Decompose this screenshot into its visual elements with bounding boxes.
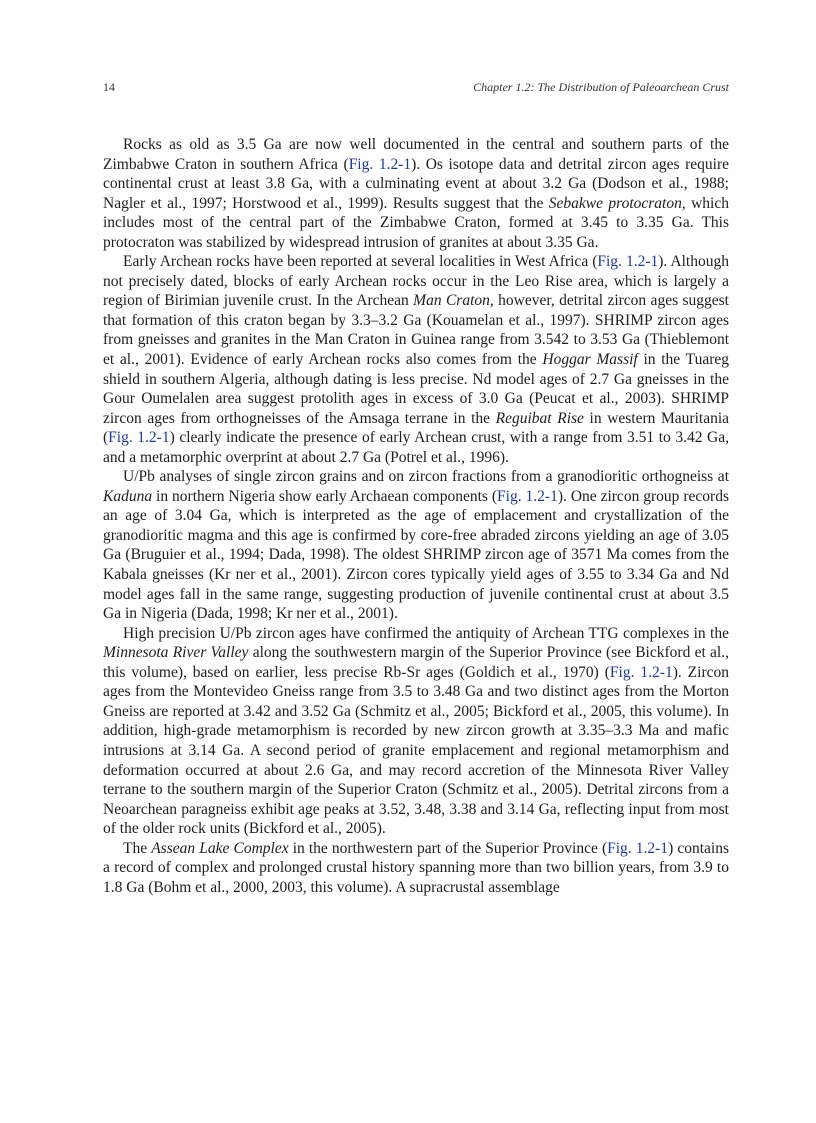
figure-link[interactable]: Fig. 1.2-1 xyxy=(597,253,659,271)
text-segment: U/Pb analyses of single zircon grains and on zircon fractions from a granodioritic orthogneiss at xyxy=(123,468,729,486)
italic-term: Reguibat Rise xyxy=(495,409,584,427)
paragraph-nigeria xyxy=(103,467,729,623)
text-segment: in northern Nigeria show early Archaean components ( xyxy=(152,487,498,505)
italic-term: Assean Lake Complex xyxy=(151,839,289,857)
text-segment: The xyxy=(123,839,152,857)
text-segment: in western Mauritania ( xyxy=(103,409,730,447)
page-number: 14 xyxy=(103,80,115,94)
figure-link[interactable]: Fig. 1.2-1 xyxy=(607,839,669,857)
paragraph-zimbabwe xyxy=(103,135,729,252)
text-segment: Early Archean rocks have been reported at several localities in West Africa ( xyxy=(123,253,598,271)
text-segment: in the northwestern part of the Superior Province ( xyxy=(288,839,608,857)
figure-link[interactable]: Fig. 1.2-1 xyxy=(348,155,412,173)
italic-term: Sebakwe protocraton xyxy=(548,194,682,212)
running-head: Chapter 1.2: The Distribution of Paleoarchean Crust xyxy=(473,80,729,94)
text-segment: ). Zircon ages from the Montevideo Gneiss range from 3.5 to 3.48 Ga and two distinct ages from the Morton Gneiss are reported at 3.42 and 3.52 Ga (Schmitz et al., 2005; Bickford et al., 2005, this volume). In addition, high-grade metamorphism is recorded by new zircon growth at 3.35–3.3 Ma and mafic intrusions at 3.14 Ga. A second period of granite emplacement and regional metamorphism and deformation occurred at about 2.6 Ga, and may record accretion of the Minnesota River Valley terrane to the southern margin of the Superior Craton (Schmitz et al., 2005). Detrital zircons from a Neoarchean paragneiss exhibit age peaks at 3.52, 3.48, 3.38 and 3.14 Ga, reflecting input from most of the older rock units (Bickford et al., 2005). xyxy=(103,663,729,838)
italic-term: Minnesota River Valley xyxy=(103,644,249,662)
italic-term: Kaduna xyxy=(103,487,153,505)
figure-link[interactable]: Fig. 1.2-​1 xyxy=(108,429,170,447)
figure-link[interactable]: Fig. 1.2-1 xyxy=(497,487,558,505)
italic-term: Man Craton xyxy=(413,292,490,310)
italic-term: Hoggar Massif xyxy=(542,351,638,369)
text-segment: High precision U/Pb zircon ages have confirmed the antiquity of Archean TTG complexes in the xyxy=(123,624,729,642)
text-segment: , however, detrital zircon ages suggest that formation of this craton began by 3.3–3.2 Ga (Kouamelan et al., 1997). SHRIMP zircon ages from gneisses and granites in the Man Craton in Guinea range from 3.542 to 3.53 Ga (Thieblemont et al., 2001). Evidence of early Archean rocks also comes from the xyxy=(103,292,729,369)
text-segment: ). Although not precisely dated, blocks of early Archean rocks occur in the Leo Rise area, which is largely a region of Birimian juvenile crust. In the Archean xyxy=(103,253,729,310)
text-segment: , which includes most of the central part of the Zimbabwe Craton, formed at 3.45 to 3.35 Ga. This protocraton was stabilized by widespread intrusion of granites at about 3.35 Ga. xyxy=(103,194,729,251)
paragraph-assean-lake xyxy=(103,839,729,898)
text-segment: ). One zircon group records an age of 3.04 Ga, which is interpreted as the age of emplacement and crystallization of the granodioritic magma and this age is confirmed by core-free abraded zircons yielding an age of 3.05 Ga (Bruguier et al., 1994; Dada, 1998). The oldest SHRIMP zircon age of 3571 Ma comes from the Kabala gneisses (Kr ner et al., 2001). Zircon cores typically yield ages of 3.55 to 3.34 Ga and Nd model ages fall in the same range, suggesting production of juvenile continental crust at about 3.5 Ga in Nigeria (Dada, 1998; Kr ner et al., 2001). xyxy=(103,487,729,623)
text-segment: ) clearly indicate the presence of early Archean crust, with a range from 3.51 to 3.42 Ga, and a metamorphic overprint at about 2.7 Ga (Potrel et al., 1996). xyxy=(103,429,730,466)
text-segment: along the southwestern margin of the Superior Province (see Bickford et al., this volume), based on earlier, less precise Rb-Sr ages (Goldich et al., 1970) ( xyxy=(103,644,729,681)
figure-link[interactable]: Fig. 1.2-1 xyxy=(609,663,673,681)
paragraph-west-africa xyxy=(103,252,729,467)
text-segment: Rocks as old as 3.5 Ga are now well documented in the central and southern parts of the Zimbabwe Craton in southern Africa ( xyxy=(103,136,729,173)
text-segment: in the Tuareg shield in southern Algeria, although dating is less precise. Nd model ages of 2.7 Ga gneisses in the Gour Oumelalen area suggest protolith ages in excess of 3.0 Ga (Peucat et al., 2003). SHRIMP zircon ages from orthogneisses of the Amsaga terrane in the xyxy=(103,351,729,427)
body-text xyxy=(103,135,729,897)
paragraph-minnesota xyxy=(103,624,729,839)
text-segment: ). Os isotope data and detrital zircon ages require continental crust at least 3.8 Ga, with a culminating event at about 3.2 Ga (Dodson et al., 1988; Nagler et al., 1997; Horstwood et al., 1999). Results suggest that the xyxy=(103,155,730,212)
text-segment: ) contains a record of complex and prolonged crustal history spanning more than two billion years, from 3.9 to 1.8 Ga (Bohm et al., 2000, 2003, this volume). A supracrustal assemblage xyxy=(103,839,729,896)
